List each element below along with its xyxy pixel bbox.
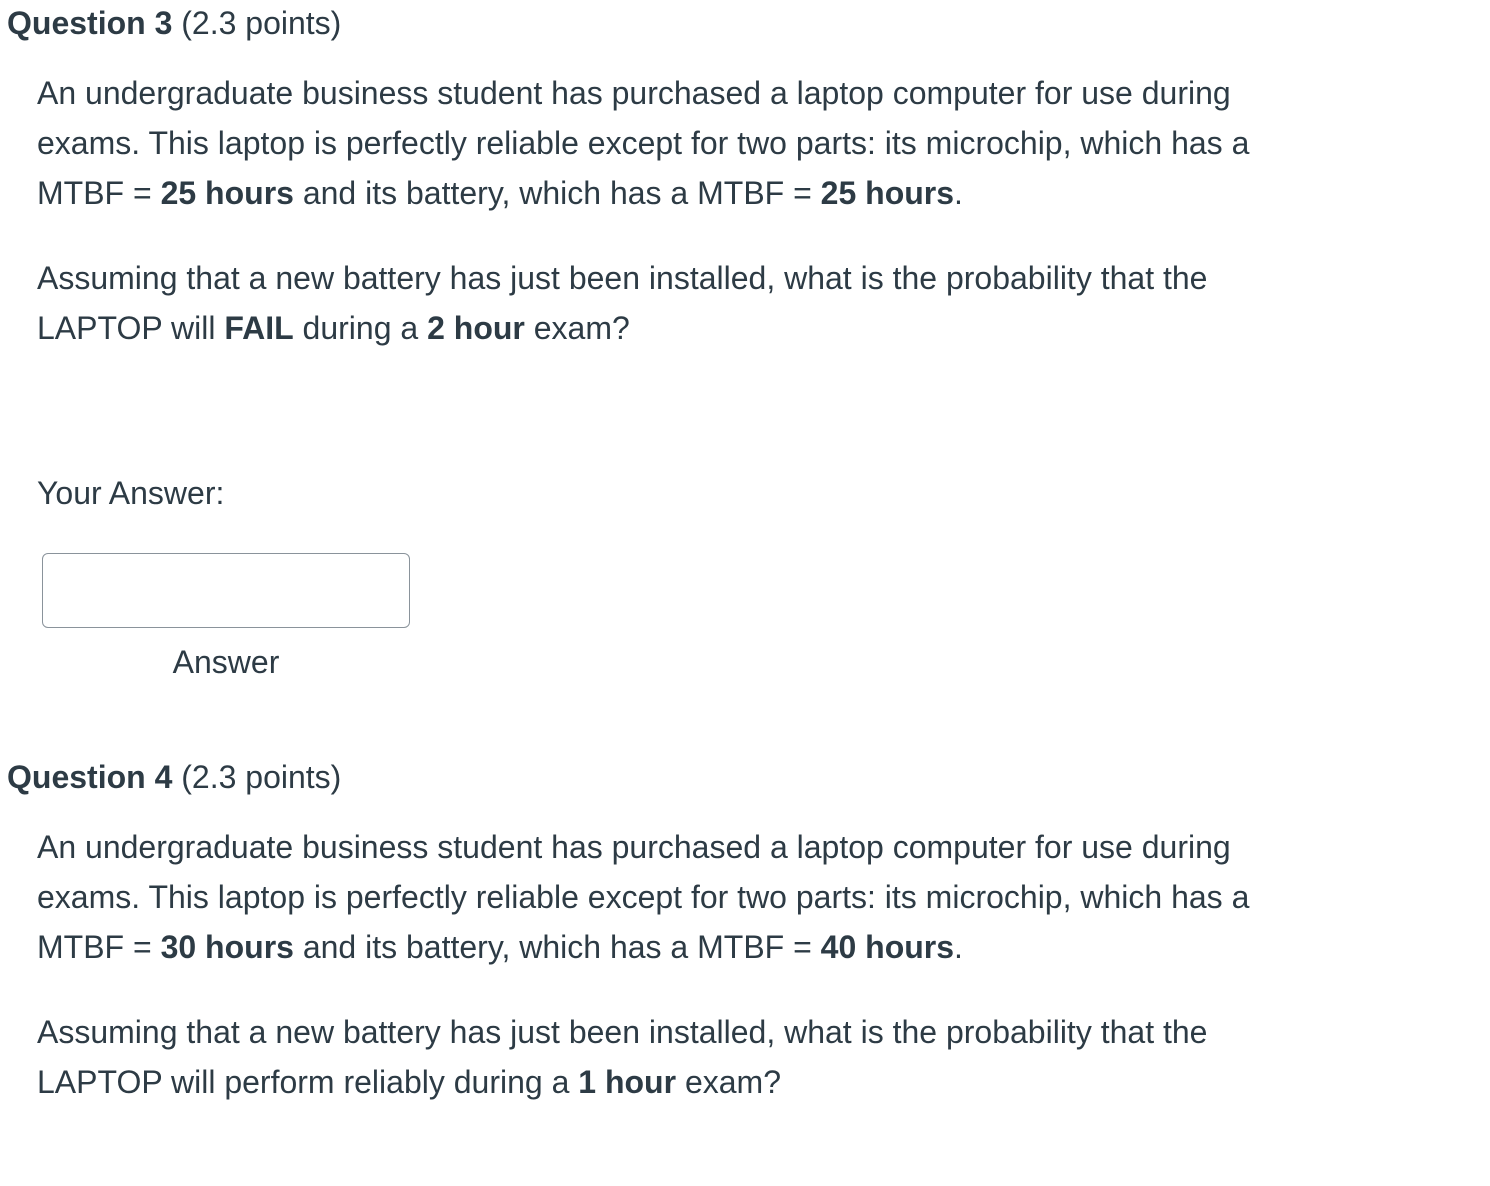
- question-text-bold: 25 hours: [820, 175, 955, 211]
- question-prompt-paragraph: [37, 253, 1337, 353]
- answer-input[interactable]: [42, 553, 410, 628]
- question-text-paragraph: [37, 822, 1337, 972]
- question-text: and its battery, which has a MTBF =: [293, 175, 821, 211]
- question-text: Assuming that a new battery has just been installed, what is the probability that the LAPTOP will: [37, 260, 1208, 346]
- question-header: [7, 758, 341, 796]
- question-text: and its battery, which has a MTBF =: [293, 929, 821, 965]
- question-text-bold: 30 hours: [160, 929, 294, 965]
- question-header: [7, 4, 341, 42]
- question-title: Question 4: [7, 759, 173, 795]
- question-title: Question 3: [7, 5, 173, 41]
- question-points: (2.3 points): [172, 759, 342, 795]
- question-text-bold: 2 hour: [427, 310, 525, 346]
- question-text: An undergraduate business student has purchased a laptop computer for use during exams. This laptop is perfectly reliable except for two parts: its microchip, which has a MTBF =: [37, 75, 1250, 211]
- question-text-bold: 25 hours: [160, 175, 294, 211]
- question-prompt-paragraph: [37, 1007, 1337, 1107]
- question-text-paragraph: [37, 68, 1337, 218]
- question-text: An undergraduate business student has purchased a laptop computer for use during exams. This laptop is perfectly reliable except for two parts: its microchip, which has a MTBF =: [37, 829, 1250, 965]
- question-text: exam?: [524, 310, 630, 346]
- question-text: .: [954, 175, 963, 211]
- question-text-bold: 1 hour: [578, 1064, 677, 1100]
- your-answer-label: Your Answer:: [37, 475, 225, 511]
- question-text: during a: [293, 310, 428, 346]
- question-text-bold: 40 hours: [820, 929, 955, 965]
- question-text-bold: FAIL: [224, 310, 294, 346]
- question-points: (2.3 points): [172, 5, 342, 41]
- answer-caption: Answer: [172, 644, 280, 680]
- question-text: Assuming that a new battery has just been installed, what is the probability that the LAPTOP will perform reliably during a: [37, 1014, 1208, 1100]
- question-text: exam?: [676, 1064, 781, 1100]
- question-text: .: [954, 929, 963, 965]
